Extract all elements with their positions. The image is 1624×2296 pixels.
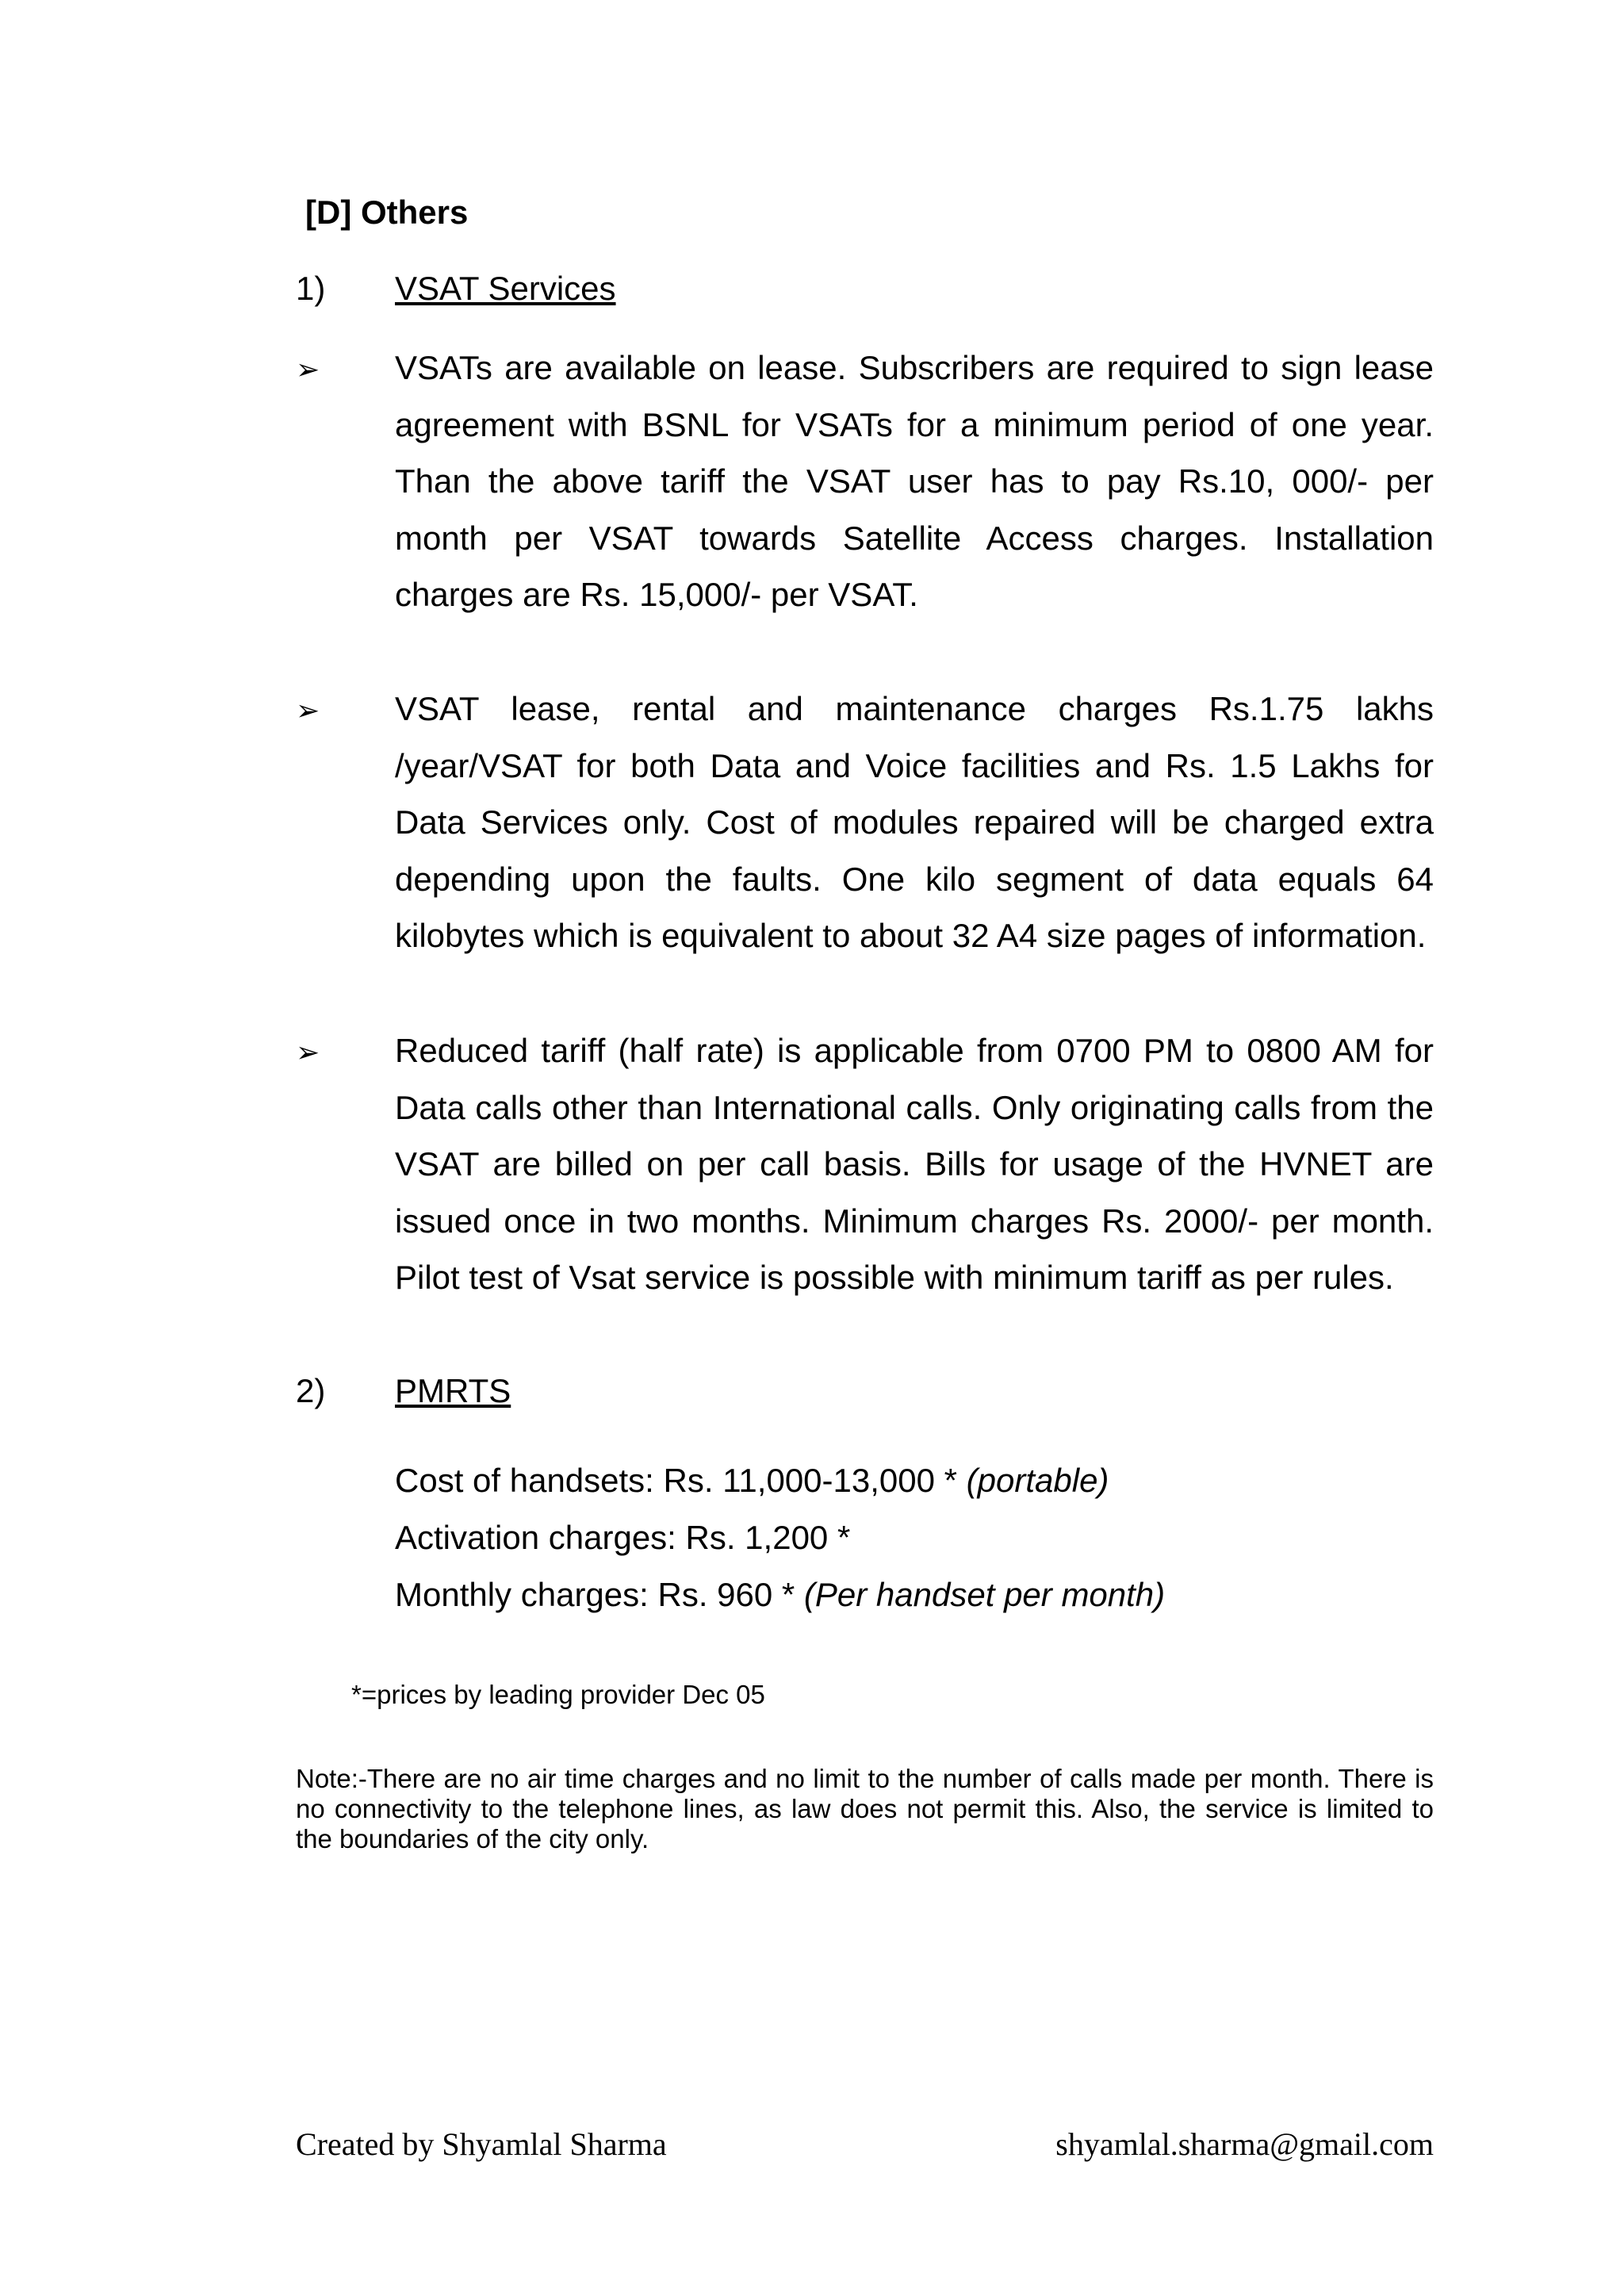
bullet-paragraph-3: Reduced tariff (half rate) is applicable from 0700 PM to 0800 AM for Data calls other than International calls. Only originating calls from the VSAT are billed on per call basis. Bills for usage of the HVNET are issued once in two months. Minimum charges Rs. 2000/- per month. Pilot test of Vsat service is possible with minimum tariff as per rules. — [395, 1032, 1434, 1296]
bullet-arrow-icon: ➢ — [296, 694, 320, 726]
bullet-paragraph-2: VSAT lease, rental and maintenance charges Rs.1.75 lakhs /year/VSAT for both Data and Voice facilities and Rs. 1.5 Lakhs for Data Services only. Cost of modules repaired will be charged extra depending upon the faults. One kilo segment of data equals 64 kilobytes which is equivalent to about 32 A4 size pages of information. — [395, 690, 1434, 954]
section2-title: PMRTS — [395, 1372, 511, 1409]
section2-number: 2) — [296, 1372, 326, 1409]
pmrts-note: Note:-There are no air time charges and no limit to the number of calls made per month. There is no connectivity to the telephone lines, as law does not permit this. Also, the service is limited to the boundaries of the city only. — [296, 1764, 1434, 1853]
handset-cost-text: Cost of handsets: Rs. 11,000-13,000 * — [395, 1462, 967, 1499]
section1-number: 1) — [296, 270, 326, 307]
section-heading: [D] Others — [305, 194, 469, 231]
price-footnote: *=prices by leading provider Dec 05 — [351, 1680, 765, 1709]
monthly-charges-note: (Per handset per month) — [803, 1576, 1166, 1613]
activation-charges-line — [395, 1519, 850, 1557]
footer-author: Created by Shyamlal Sharma — [296, 2126, 667, 2162]
footer-email: shyamlal.sharma@gmail.com — [1055, 2126, 1434, 2162]
bullet-paragraph-1: VSATs are available on lease. Subscribers are required to sign lease agreement with BSNL for VSATs for a minimum period of one year. Than the above tariff the VSAT user has to pay Rs.10, 000/- per month per VSAT towards Satellite Access charges. Installation charges are Rs. 15,000/- per VSAT. — [395, 349, 1434, 613]
monthly-charges-line — [395, 1576, 1165, 1614]
bullet-arrow-icon: ➢ — [296, 353, 320, 385]
monthly-charges-text: Monthly charges: Rs. 960 * — [395, 1576, 804, 1613]
bullet-arrow-icon: ➢ — [296, 1036, 320, 1068]
activation-charges-text: Activation charges: Rs. 1,200 * — [395, 1519, 851, 1556]
section1-title: VSAT Services — [395, 270, 616, 307]
handset-cost-note: (portable) — [966, 1462, 1109, 1499]
handset-cost-line — [395, 1462, 1109, 1500]
